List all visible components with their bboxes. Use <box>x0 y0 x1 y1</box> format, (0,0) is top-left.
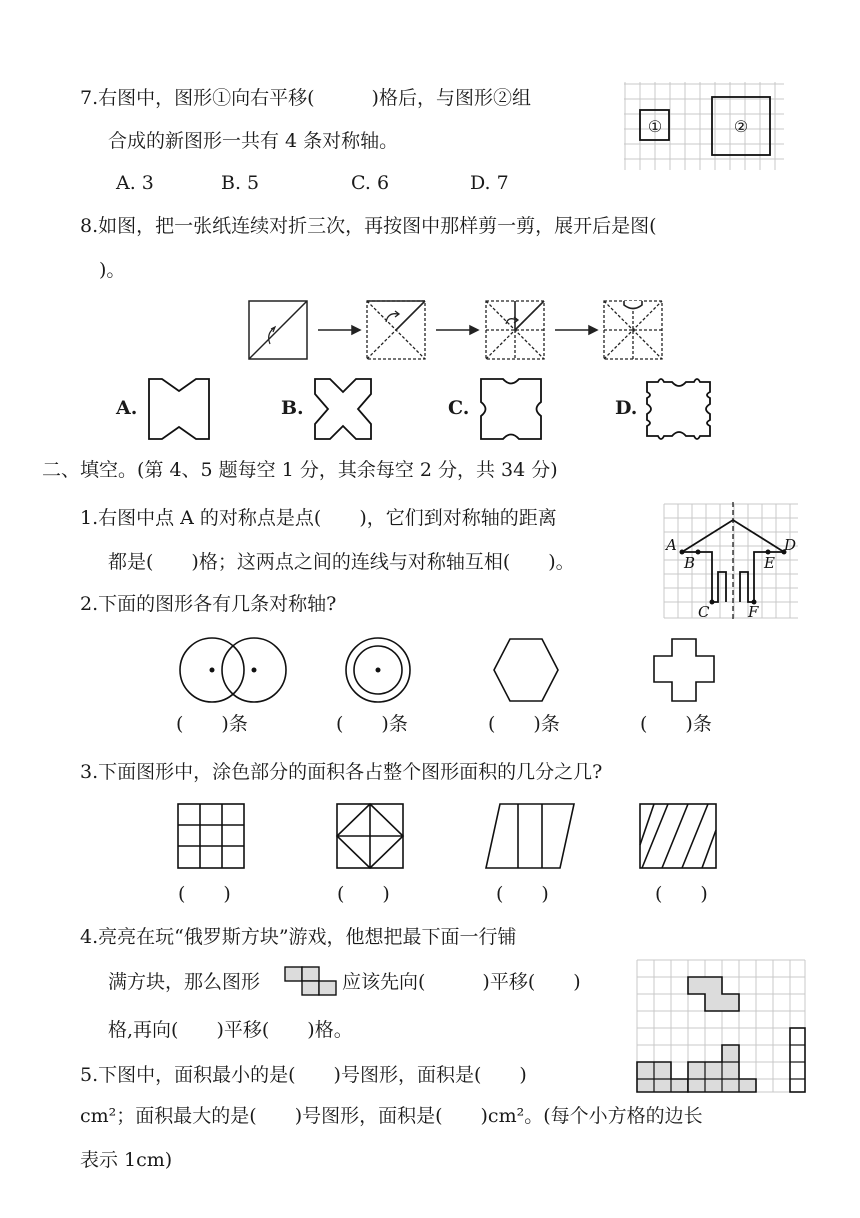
f1-line2: 都是( )格；这两点之间的连线与对称轴互相( )。 <box>108 551 575 573</box>
f1-symmetry-figure <box>662 502 800 622</box>
f4-line2b: 应该先向( )平移( ) <box>342 971 581 993</box>
f5-line3: 表示 1cm) <box>80 1149 173 1171</box>
q8-folding-sequence <box>240 296 680 364</box>
f2-answer-1[interactable]: ( )条 <box>176 713 248 735</box>
f2-overlapping-circles <box>180 638 286 702</box>
q7-option-a: A. 3 <box>116 172 154 194</box>
f1-label-b: B <box>684 554 696 572</box>
f3-diamond-square <box>337 804 403 868</box>
f2-answer-3[interactable]: ( )条 <box>488 713 560 735</box>
q7-line2: 合成的新图形一共有 4 条对称轴。 <box>108 130 399 152</box>
q7-grid-figure <box>624 82 784 172</box>
fold-step-2 <box>367 301 425 359</box>
f3-line1: 3.下面图形中，涂色部分的面积各占整个图形面积的几分之几? <box>80 761 603 783</box>
f4-falling-piece <box>688 977 739 1011</box>
f4-line1: 4.亮亮在玩“俄罗斯方块”游戏，他想把最下面一行铺 <box>80 926 517 948</box>
f1-line1: 1.右图中点 A 的对称点是点( )，它们到对称轴的距离 <box>80 507 557 529</box>
q8-option-d-label: D. <box>615 397 638 419</box>
q8-option-b-shape <box>310 376 376 442</box>
q8-option-c-shape <box>476 376 546 442</box>
f3-striped-rectangle <box>640 804 716 868</box>
fold-step-1 <box>249 301 307 359</box>
q7-shape-1-label: ① <box>647 117 663 136</box>
q7-option-d: D. 7 <box>470 172 509 194</box>
f2-hexagon <box>494 639 558 701</box>
fold-step-3 <box>486 301 544 359</box>
f2-line1: 2.下面的图形各有几条对称轴? <box>80 593 337 615</box>
q8-option-a-label: A. <box>116 397 138 419</box>
arrow-3 <box>555 326 597 334</box>
q7-option-c: C. 6 <box>351 172 390 194</box>
q7-option-b: B. 5 <box>221 172 260 194</box>
f1-label-a: A <box>666 536 677 554</box>
f3-shapes <box>170 800 730 872</box>
f4-line3: 格,再向( )平移( )格。 <box>108 1019 353 1041</box>
f3-parallelogram <box>486 804 574 868</box>
f3-answer-3[interactable]: ( ) <box>496 883 549 905</box>
f4-line2a: 满方块，那么图形 <box>108 971 261 993</box>
q8-option-c-label: C. <box>448 397 470 419</box>
f1-label-d: D <box>784 536 797 554</box>
q8-option-b-label: B. <box>281 397 304 419</box>
f2-answer-2[interactable]: ( )条 <box>336 713 408 735</box>
f3-answer-2[interactable]: ( ) <box>337 883 390 905</box>
q8-line1: 8.如图，把一张纸连续对折三次，再按图中那样剪一剪，展开后是图( <box>80 215 657 237</box>
section2-header: 二、填空。(第 4、5 题每空 1 分，其余每空 2 分，共 34 分) <box>42 459 558 481</box>
f4-bottom-row <box>637 1028 805 1092</box>
f4-inline-tetromino <box>283 964 341 998</box>
f3-answer-1[interactable]: ( ) <box>178 883 231 905</box>
f3-grid-square <box>178 804 244 868</box>
q8-line2: )。 <box>80 259 126 281</box>
q8-option-a-shape <box>146 376 212 442</box>
f5-line2: cm²；面积最大的是( )号图形，面积是( )cm²。(每个小方格的边长 <box>80 1105 703 1127</box>
q7-shape-2-label: ② <box>733 117 749 136</box>
f2-cross <box>654 639 714 701</box>
f1-label-c: C <box>698 603 710 621</box>
f5-line1: 5.下图中，面积最小的是( )号图形，面积是( ) <box>80 1064 527 1086</box>
f3-answer-4[interactable]: ( ) <box>655 883 708 905</box>
q8-option-d-shape <box>644 376 714 442</box>
f1-label-e: E <box>764 554 775 572</box>
f1-label-f: F <box>748 603 759 621</box>
q7-line1: 7.右图中，图形①向右平移( )格后，与图形②组 <box>80 87 531 109</box>
f2-answer-4[interactable]: ( )条 <box>640 713 712 735</box>
f4-tetris-grid <box>635 958 809 1096</box>
arrow-1 <box>318 326 360 334</box>
arrow-2 <box>436 326 478 334</box>
fold-step-4 <box>604 301 662 359</box>
f2-shapes <box>170 636 740 706</box>
